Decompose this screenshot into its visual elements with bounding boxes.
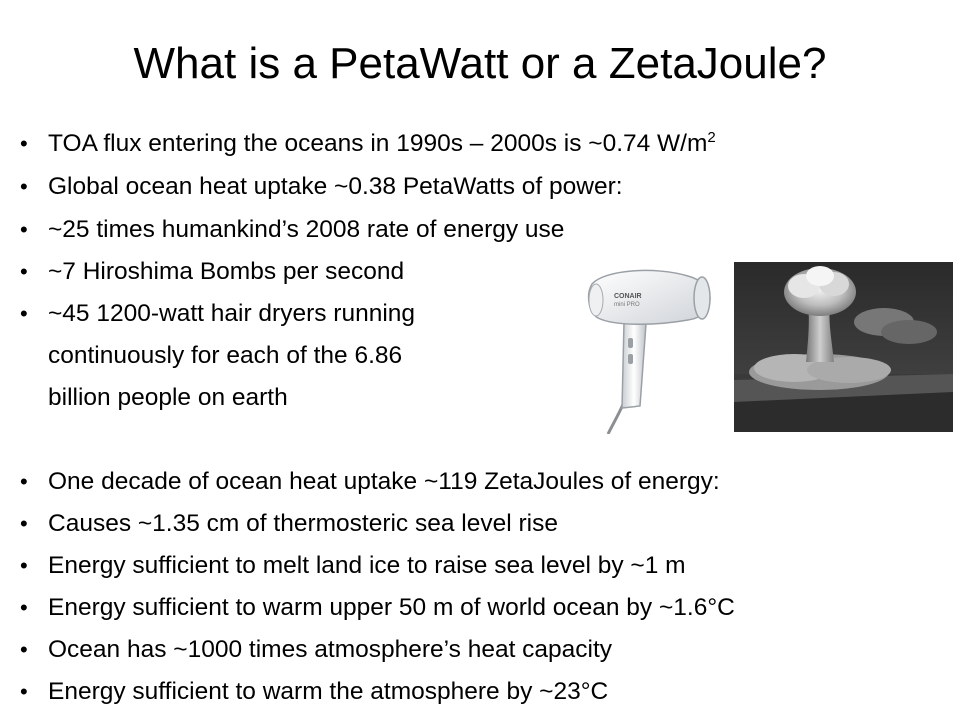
bullet-hair-dryers-line3 [20, 382, 288, 414]
bullet-energy-use [20, 214, 564, 246]
bullet-marker: • [20, 131, 28, 156]
bullet-marker: • [20, 469, 28, 494]
bullet-text: Energy sufficient to melt land ice to raise sea level by ~1 m [48, 552, 686, 579]
bullet-text: TOA flux entering the oceans in 1990s – 2000s is ~0.74 W/m [48, 130, 708, 157]
mushroom-cloud-photo [734, 262, 953, 432]
bullet-upper-ocean [20, 592, 735, 624]
bullet-text: Global ocean heat uptake ~0.38 PetaWatts of power: [48, 173, 623, 200]
bullet-text-continued: continuously for each of the 6.86 [48, 342, 403, 369]
bullet-heat-capacity [20, 634, 612, 666]
bullet-atmosphere-warm [20, 676, 608, 708]
bullet-marker: • [20, 553, 28, 578]
bullet-marker: • [20, 679, 28, 704]
bullet-hair-dryers-line2 [20, 340, 402, 372]
bullet-text: Causes ~1.35 cm of thermosteric sea level rise [48, 510, 558, 537]
bullet-marker: • [20, 217, 28, 242]
bullet-toa-flux [20, 128, 716, 160]
hair-dryer-image [584, 262, 714, 434]
superscript-2: 2 [707, 128, 716, 146]
bullet-hiroshima [20, 256, 404, 288]
hair-dryer-brand: CONAIR [614, 293, 642, 300]
bullet-text: Energy sufficient to warm upper 50 m of world ocean by ~1.6°C [48, 594, 735, 621]
bullet-marker: • [20, 511, 28, 536]
bullet-decade-uptake [20, 466, 720, 498]
bullet-text: ~25 times humankind’s 2008 rate of energy use [48, 216, 565, 243]
bullet-text: ~45 1200-watt hair dryers running [48, 300, 416, 327]
bullet-text: Ocean has ~1000 times atmosphere’s heat capacity [48, 636, 613, 663]
bullet-text-continued: billion people on earth [48, 384, 288, 411]
bullet-marker: • [20, 259, 28, 284]
slide-title: What is a PetaWatt or a ZetaJoule? [133, 39, 827, 88]
bullet-sea-level [20, 508, 558, 540]
bullet-marker: • [20, 637, 28, 662]
bullet-marker: • [20, 595, 28, 620]
bullet-text: Energy sufficient to warm the atmosphere by ~23°C [48, 678, 609, 705]
bullet-text: One decade of ocean heat uptake ~119 ZetaJoules of energy: [48, 468, 720, 495]
bullet-text: ~7 Hiroshima Bombs per second [48, 258, 405, 285]
bullet-marker: • [20, 301, 28, 326]
bullet-marker: • [20, 174, 28, 199]
hair-dryer-model: mini PRO [614, 302, 640, 308]
bullet-hair-dryers [20, 298, 415, 330]
bullet-land-ice [20, 550, 686, 582]
bullet-heat-uptake [20, 171, 623, 203]
